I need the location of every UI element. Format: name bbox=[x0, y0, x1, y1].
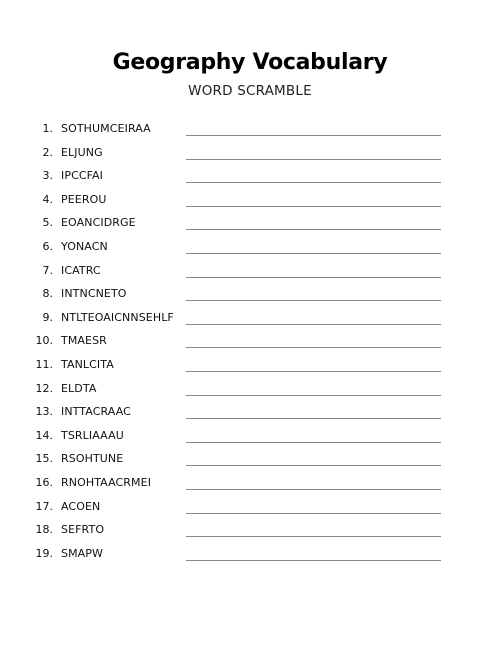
scrambled-word: TSRLIAAAU bbox=[61, 428, 124, 442]
scrambled-word: SEFRTO bbox=[61, 523, 105, 537]
scrambled-word: SOTHUMCEIRAA bbox=[61, 122, 151, 135]
answer-line[interactable] bbox=[186, 395, 441, 396]
scrambled-word: ELDTA bbox=[61, 381, 97, 395]
scrambled-word: TANLCITA bbox=[61, 357, 114, 371]
word-row-14 bbox=[0, 427, 500, 451]
scrambled-word: YONACN bbox=[61, 239, 108, 253]
answer-line[interactable] bbox=[186, 371, 441, 372]
item-number: 2. bbox=[42, 145, 53, 159]
item-number: 16. bbox=[35, 475, 53, 489]
word-row-15 bbox=[0, 450, 500, 474]
word-row-7 bbox=[0, 262, 500, 286]
answer-line[interactable] bbox=[186, 206, 441, 207]
item-number: 6. bbox=[42, 239, 53, 253]
item-number: 12. bbox=[35, 381, 53, 395]
word-row-18 bbox=[0, 521, 500, 545]
word-row-1 bbox=[0, 120, 500, 144]
answer-line[interactable] bbox=[186, 465, 441, 466]
item-number: 18. bbox=[35, 523, 53, 537]
answer-line[interactable] bbox=[186, 324, 441, 325]
answer-line[interactable] bbox=[186, 418, 441, 419]
word-row-8 bbox=[0, 285, 500, 309]
item-number: 10. bbox=[35, 334, 53, 348]
word-row-12 bbox=[0, 380, 500, 404]
word-row-6 bbox=[0, 238, 500, 262]
answer-line[interactable] bbox=[186, 253, 441, 254]
word-row-2 bbox=[0, 144, 500, 168]
item-number: 9. bbox=[42, 310, 53, 324]
word-row-5 bbox=[0, 214, 500, 238]
item-number: 13. bbox=[35, 405, 53, 419]
word-row-17 bbox=[0, 498, 500, 522]
scrambled-word: NTLTEOAICNNSEHLF bbox=[61, 310, 174, 324]
scrambled-word: RNOHTAACRMEI bbox=[61, 475, 152, 489]
item-number: 17. bbox=[35, 499, 53, 513]
scrambled-word: PEEROU bbox=[61, 192, 107, 206]
item-number: 14. bbox=[35, 428, 53, 442]
answer-line[interactable] bbox=[186, 300, 441, 301]
answer-line[interactable] bbox=[186, 229, 441, 230]
item-number: 5. bbox=[42, 216, 53, 230]
word-row-13 bbox=[0, 403, 500, 427]
answer-line[interactable] bbox=[186, 182, 441, 183]
answer-line[interactable] bbox=[186, 135, 441, 136]
scrambled-word: ELJUNG bbox=[61, 145, 103, 159]
word-row-16 bbox=[0, 474, 500, 498]
scrambled-word: INTTACRAAC bbox=[61, 405, 131, 419]
answer-line[interactable] bbox=[186, 277, 441, 278]
answer-line[interactable] bbox=[186, 489, 441, 490]
word-list bbox=[0, 120, 500, 568]
scrambled-word: INTNCNETO bbox=[61, 287, 127, 301]
scrambled-word: RSOHTUNE bbox=[61, 452, 124, 466]
word-row-11 bbox=[0, 356, 500, 380]
word-row-10 bbox=[0, 332, 500, 356]
scrambled-word: ACOEN bbox=[61, 499, 101, 513]
word-row-3 bbox=[0, 167, 500, 191]
answer-line[interactable] bbox=[186, 442, 441, 443]
item-number: 15. bbox=[35, 452, 53, 466]
item-number: 11. bbox=[35, 357, 53, 371]
answer-line[interactable] bbox=[186, 159, 441, 160]
item-number: 19. bbox=[35, 546, 53, 560]
word-row-4 bbox=[0, 191, 500, 215]
item-number: 3. bbox=[42, 169, 53, 183]
item-number: 4. bbox=[42, 192, 53, 206]
worksheet-title: Geography Vocabulary bbox=[112, 50, 388, 75]
item-number: 7. bbox=[42, 263, 53, 277]
word-row-19 bbox=[0, 545, 500, 569]
worksheet-subtitle: WORD SCRAMBLE bbox=[188, 83, 312, 99]
answer-line[interactable] bbox=[186, 560, 441, 561]
item-number: 8. bbox=[42, 287, 53, 301]
scrambled-word: SMAPW bbox=[61, 546, 104, 560]
word-row-9 bbox=[0, 309, 500, 333]
scrambled-word: IPCCFAI bbox=[61, 169, 104, 183]
item-number: 1. bbox=[42, 122, 53, 135]
answer-line[interactable] bbox=[186, 513, 441, 514]
scrambled-word: EOANCIDRGE bbox=[61, 216, 136, 230]
scrambled-word: TMAESR bbox=[61, 334, 107, 348]
scrambled-word: ICATRC bbox=[61, 263, 101, 277]
answer-line[interactable] bbox=[186, 536, 441, 537]
answer-line[interactable] bbox=[186, 347, 441, 348]
